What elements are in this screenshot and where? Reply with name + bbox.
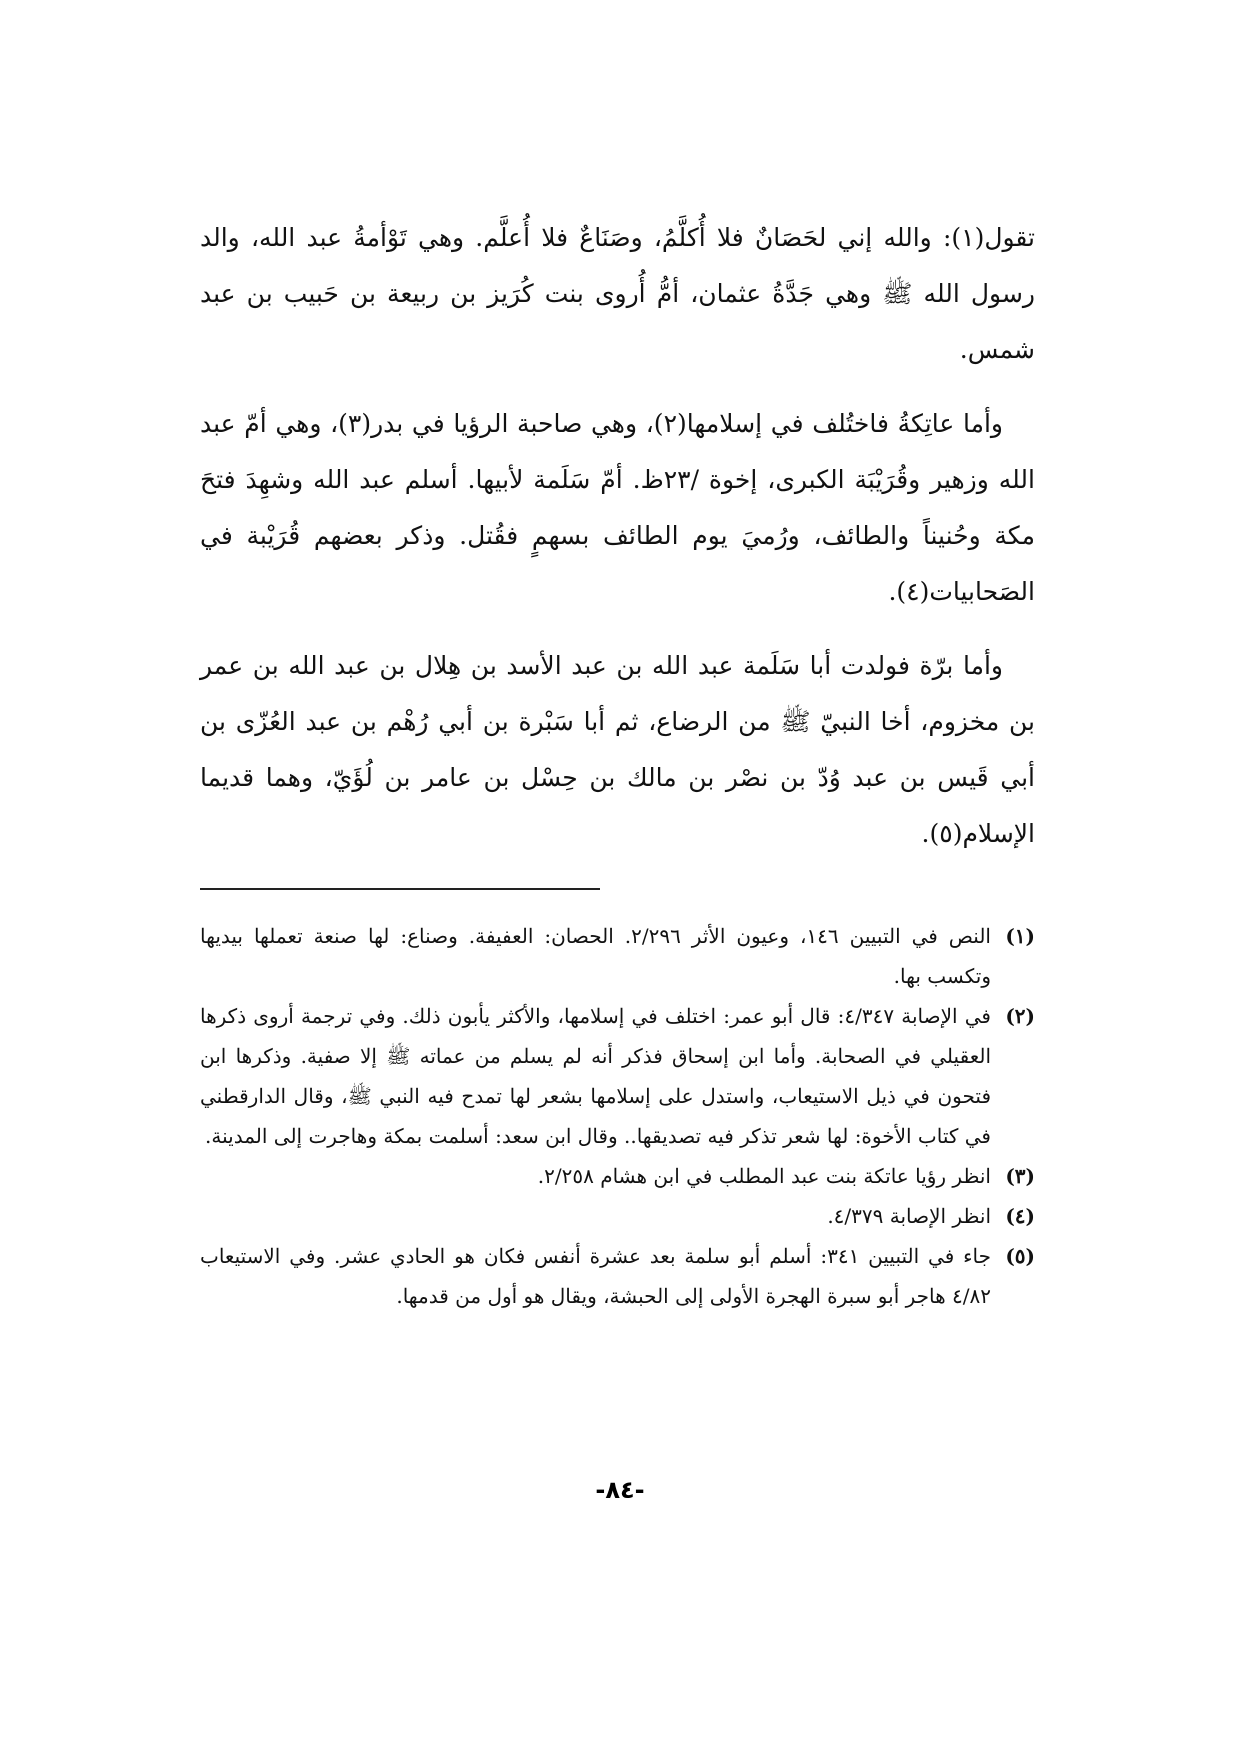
footnote-3 [200,1156,1035,1196]
footnotes [200,916,1035,1316]
footnote-number: (١) [1005,924,1035,948]
main-text [200,210,1035,862]
footnote-5 [200,1236,1035,1316]
footnote-text: في الإصابة ٤/٣٤٧: قال أبو عمر: اختلف في إسلامها، والأكثر يأبون ذلك. وفي ترجمة أروى ذكرها العقيلي في الصحابة. وأما ابن إسحاق فذكر أنه لم يسلم من عماته ﷺ إلا صفية. وذكرها ابن فتحون في ذيل الاستيعاب، واستدل على إسلامها بشعر لها تمدح فيه النبي ﷺ، وقال الدارقطني في كتاب الأخوة: لها شعر تذكر فيه تصديقها.. وقال ابن سعد: أسلمت بمكة وهاجرت إلى المدينة. [200,1004,991,1148]
footnote-number: (٥) [1005,1244,1035,1268]
footnote-1 [200,916,1035,996]
footnote-number: (٤) [1005,1204,1035,1228]
paragraph-2: وأما عاتِكةُ فاختُلف في إسلامها(٢)، وهي صاحبة الرؤيا في بدر(٣)، وهي أمّ عبد الله وزهير وقُرَيْبَة الكبرى، إخوة /٢٣ظ. أمّ سَلَمة لأبيها. أسلم عبد الله وشهِدَ فتحَ مكة وحُنيناً والطائف، ورُميَ يوم الطائف بسهمٍ فقُتل. وذكر بعضهم قُرَيْبة في الصَحابيات(٤). [200,409,1035,606]
footnote-4 [200,1196,1035,1236]
footnote-text: النص في التبيين ١٤٦، وعيون الأثر ٢/٢٩٦. الحصان: العفيفة. وصناع: لها صنعة تعملها بيديها وتكسب بها. [200,924,991,988]
page-body [200,210,1035,1316]
footnote-number: (٣) [1005,1164,1035,1188]
paragraph-3: وأما برّة فولدت أبا سَلَمة عبد الله بن عبد الأسد بن هِلال بن عبد الله بن عمر بن مخزوم، أخا النبيّ ﷺ من الرضاع، ثم أبا سَبْرة بن أبي رُهْم بن عبد العُزّى بن أبي قَيس بن عبد وُدّ بن نصْر بن مالك بن حِسْل بن عامر بن لُؤَيّ، وهما قديما الإسلام(٥). [200,651,1035,848]
footnote-text: انظر الإصابة ٤/٣٧٩. [827,1204,991,1228]
footnote-2 [200,996,1035,1156]
paragraph-1: تقول(١): والله إني لحَصَانٌ فلا أُكلَّمُ، وصَنَاعٌ فلا أُعلَّم. وهي تَوْأمةُ عبد الله، والد رسول الله ﷺ وهي جَدَّةُ عثمان، أمُّ أُروى بنت كُرَيز بن ربيعة بن حَبيب بن عبد شمس. [200,223,1035,364]
footnote-text: جاء في التبيين ٣٤١: أسلم أبو سلمة بعد عشرة أنفس فكان هو الحادي عشر. وفي الاستيعاب ٤/٨٢ هاجر أبو سبرة الهجرة الأولى إلى الحبشة، ويقال هو أول من قدمها. [200,1244,992,1308]
page-number: -٨٤- [595,1476,645,1504]
footnote-number: (٢) [1005,1004,1035,1028]
footnote-text: انظر رؤيا عاتكة بنت عبد المطلب في ابن هشام ٢/٢٥٨. [537,1164,991,1188]
footnote-separator [200,888,600,890]
